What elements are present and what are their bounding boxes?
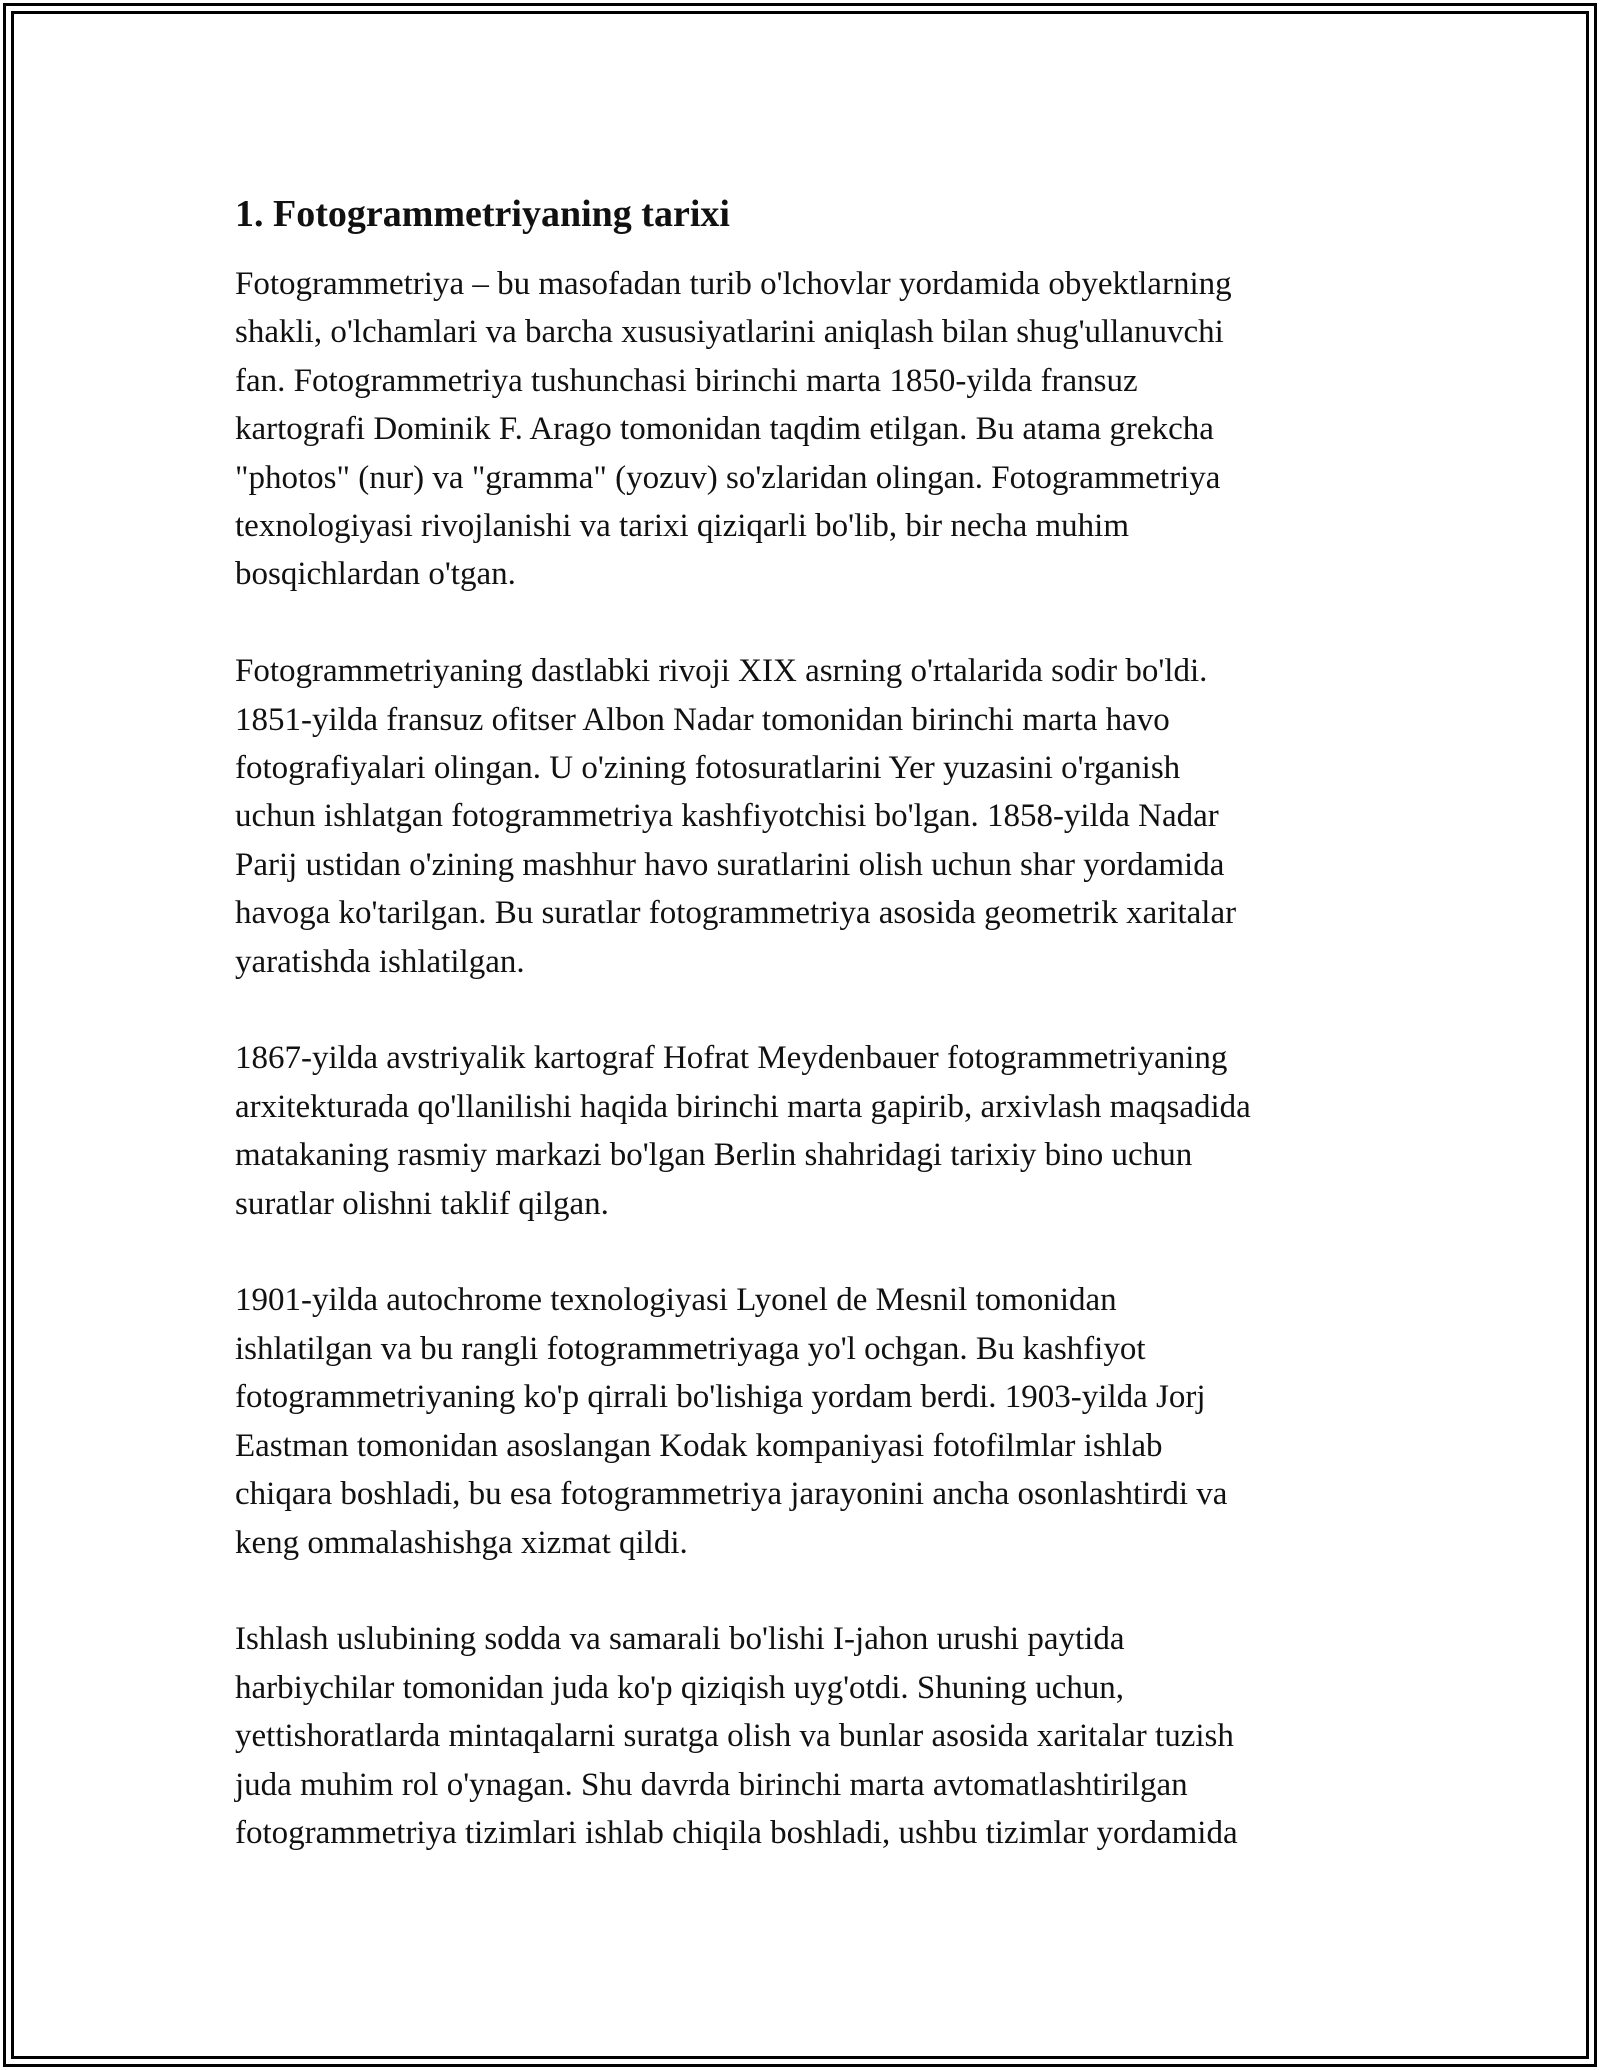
page-content: [235, 190, 1375, 1906]
text-line: juda muhim rol o'ynagan. Shu davrda birinchi marta avtomatlashtirilgan: [235, 1766, 1188, 1803]
text-line: matakaning rasmiy markazi bo'lgan Berlin shahridagi tarixiy bino uchun: [235, 1137, 1193, 1174]
paragraph: [235, 1615, 1375, 1857]
text-line: fan. Fotogrammetriya tushunchasi birinchi marta 1850-yilda fransuz: [235, 362, 1138, 399]
paragraph: [235, 1034, 1375, 1228]
text-line: uchun ishlatgan fotogrammetriya kashfiyotchisi bo'lgan. 1858-yilda Nadar: [235, 798, 1219, 835]
text-line: ishlatilgan va bu rangli fotogrammetriyaga yo'l ochgan. Bu kashfiyot: [235, 1330, 1146, 1367]
text-line: "photos" (nur) va "gramma" (yozuv) so'zlaridan olingan. Fotogrammetriya: [235, 459, 1221, 496]
text-line: suratlar olishni taklif qilgan.: [235, 1185, 609, 1222]
text-line: Parij ustidan o'zining mashhur havo suratlarini olish uchun shar yordamida: [235, 846, 1225, 883]
text-line: Ishlash uslubining sodda va samarali bo'lishi I-jahon urushi paytida: [235, 1621, 1125, 1658]
text-line: shakli, o'lchamlari va barcha xususiyatlarini aniqlash bilan shug'ullanuvchi: [235, 314, 1224, 351]
page-title: 1. Fotogrammetriyaning tarixi: [235, 193, 730, 235]
text-line: texnologiyasi rivojlanishi va tarixi qiziqarli bo'lib, bir necha muhim: [235, 508, 1130, 545]
text-line: fotogrammetriyaning ko'p qirrali bo'lishiga yordam berdi. 1903-yilda Jorj: [235, 1379, 1206, 1416]
paragraph: [235, 647, 1375, 986]
text-line: yettishoratlarda mintaqalarni suratga olish va bunlar asosida xaritalar tuzish: [235, 1718, 1234, 1755]
text-line: yaratishda ishlatilgan.: [235, 943, 525, 980]
text-line: kartografi Dominik F. Arago tomonidan taqdim etilgan. Bu atama grekcha: [235, 411, 1214, 448]
paragraph: [235, 1276, 1375, 1566]
text-line: fotografiyalari olingan. U o'zining fotosuratlarini Yer yuzasini o'rganish: [235, 750, 1181, 787]
text-line: fotogrammetriya tizimlari ishlab chiqila boshladi, ushbu tizimlar yordamida: [235, 1814, 1238, 1851]
text-line: havoga ko'tarilgan. Bu suratlar fotogrammetriya asosida geometrik xaritalar: [235, 895, 1237, 932]
paragraph: [235, 260, 1375, 599]
text-line: keng ommalashishga xizmat qildi.: [235, 1524, 688, 1561]
text-line: 1851-yilda fransuz ofitser Albon Nadar tomonidan birinchi marta havo: [235, 701, 1170, 738]
text-line: 1867-yilda avstriyalik kartograf Hofrat Meydenbauer fotogrammetriyaning: [235, 1040, 1228, 1077]
text-line: harbiychilar tomonidan juda ko'p qiziqish uyg'otdi. Shuning uchun,: [235, 1669, 1125, 1706]
text-line: Fotogrammetriyaning dastlabki rivoji XIX asrning o'rtalarida sodir bo'ldi.: [235, 653, 1208, 690]
text-line: chiqara boshladi, bu esa fotogrammetriya jarayonini ancha osonlashtirdi va: [235, 1476, 1228, 1513]
text-line: Fotogrammetriya – bu masofadan turib o'lchovlar yordamida obyektlarning: [235, 266, 1232, 302]
text-line: bosqichlardan o'tgan.: [235, 556, 516, 593]
text-line: arxitekturada qo'llanilishi haqida birinchi marta gapirib, arxivlash maqsadida: [235, 1088, 1251, 1125]
text-line: 1901-yilda autochrome texnologiyasi Lyonel de Mesnil tomonidan: [235, 1282, 1117, 1319]
text-line: Eastman tomonidan asoslangan Kodak kompaniyasi fotofilmlar ishlab: [235, 1427, 1163, 1464]
